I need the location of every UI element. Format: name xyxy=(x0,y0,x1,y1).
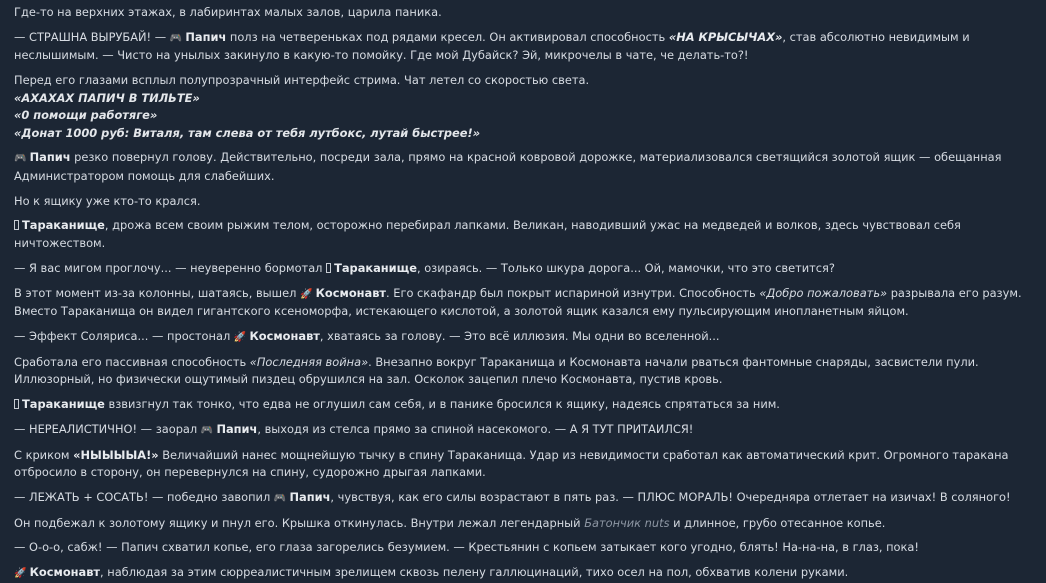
rocket-icon: 🚀 xyxy=(300,288,313,300)
character-name: Папич xyxy=(185,29,227,44)
character-name: Тараканище xyxy=(22,218,105,233)
character-name: «НЫЫЫЫА!» xyxy=(73,447,159,462)
story-paragraph: Но к ящику уже кто-то крался. xyxy=(14,193,201,208)
rocket-icon: 🚀 xyxy=(14,568,27,580)
character-name: Тараканище xyxy=(22,396,105,411)
story-paragraph: Сработала его пассивная способность «Последняя война». Внезапно вокруг Тараканища и Космонавта начали рваться фантомные снаряды, засвистели пули. Иллюзорный, но физически ощутимый пиздец обрушился на зал. Осколок зацепил плечо Космонавта, пустив кровь. xyxy=(14,354,979,387)
story-paragraph: Где-то на верхних этажах, в лабиринтах малых залов, царила паника. xyxy=(14,5,442,19)
cockroach-icon xyxy=(14,220,19,230)
character-name: Космонавт xyxy=(29,565,101,580)
chat-message: «АХАХАХ ПАПИЧ В ТИЛЬТЕ» xyxy=(14,90,200,105)
rocket-icon: 🚀 xyxy=(233,331,247,343)
story-paragraph: — Эффект Соляриса... — простонал 🚀 Космонавт, хватаясь за голову. — Это всё иллюзия. Мы одни во вселенной... xyxy=(14,328,1032,347)
story-paragraph: С криком «НЫЫЫЫА!» Величайший нанес мощнейшую тычку в спину Тараканища. Удар из невидимости сработал как автоматический крит. Огромного таракана отбросило в сторону, он перевернулся на спину, судорожно дрыгая лапками. xyxy=(14,447,1009,480)
story-paragraph: 🚀 Космонавт, наблюдая за этим сюрреалистичным зрелищем сквозь пелену галлюцинаций, тихо осел на пол, обхватив колени руками. xyxy=(14,564,1032,583)
character-name: Папич xyxy=(29,150,71,165)
story-paragraph: — ЛЕЖАТЬ + СОСАТЬ! — победно завопил 🎮 Папич, чувствуя, как его силы возрастают в пять раз. — ПЛЮС МОРАЛЬ! Очередняра отлетает на изичах! В соляного! xyxy=(14,489,1032,508)
character-name: Папич xyxy=(216,421,258,436)
cockroach-icon xyxy=(14,399,19,409)
story-paragraph: — О-о-о, сабж! — Папич схватил копье, его глаза загорелись безумием. — Крестьянин с копьем затыкает кого угодно, блять! На-на-на, в глаз, пока! xyxy=(14,540,919,555)
character-name: Космонавт xyxy=(315,285,387,300)
story-paragraph: Тараканище, дрожа всем своим рыжим телом, осторожно перебирал лапками. Великан, наводивший ужас на медведей и волков, здесь чувствовал себя ничтожеством. xyxy=(14,218,961,250)
gamepad-icon: 🎮 xyxy=(14,153,27,165)
story-paragraph: 🎮 Папич резко повернул голову. Действительно, посреди зала, прямо на красной ковровой дорожке, материализовался светящийся золотой ящик — обещанная Администратором помощь для слабейших. xyxy=(14,150,1002,183)
gamepad-icon: 🎮 xyxy=(273,492,287,504)
cockroach-icon xyxy=(326,263,331,273)
ability-name: «Последняя война» xyxy=(249,354,369,369)
item-name: Батончик nuts xyxy=(584,515,670,530)
character-name: Тараканище xyxy=(334,260,417,275)
story-paragraph: Перед его глазами всплыл полупрозрачный интерфейс стрима. Чат летел со скоростью света. «АХАХАХ ПАПИЧ В ТИЛЬТЕ» «0 помощи работяге» «Донат 1000 руб: Виталя, там слева от тебя лутбокс, лутай быстрее!» xyxy=(14,72,1032,142)
story-paragraph: — СТРАШНА ВЫРУБАЙ! — 🎮 Папич полз на четвереньках под рядами кресел. Он активировал способность «НА КРЫСЫЧАХ», став абсолютно невидимым и неслышимым. — Чисто на унылых закинуло в какую-то помойку. Где мой Дубайск? Эй, микрочелы в чате, че делать-то?! xyxy=(14,29,970,63)
story-paragraph: В этот момент из-за колонны, шатаясь, вышел 🚀 Космонавт. Его скафандр был покрыт испариной изнутри. Способность «Добро пожаловать» разрывала его разум. Вместо Тараканища он видел гигантского ксеноморфа, истекающего кислотой, а золотой ящик казался ему пульсирующим инопланетным яйцом. xyxy=(14,285,1022,319)
story-paragraph: Тараканище взвизгнул так тонко, что едва не оглушил сам себя, и в панике бросился к ящику, надеясь спрятаться за ним. xyxy=(14,396,1032,414)
chat-message: «0 помощи работяге» xyxy=(14,108,158,123)
gamepad-icon: 🎮 xyxy=(200,424,214,436)
story-paragraph: Он подбежал к золотому ящику и пнул его. Крышка откинулась. Внутри лежал легендарный Батончик nuts и длинное, грубо отесанное копье. xyxy=(14,515,886,530)
story-paragraph: — Я вас мигом проглочу... — неуверенно бормотал Тараканище, озираясь. — Только шкура дорога... Ой, мамочки, что это светится? xyxy=(14,260,835,275)
character-name: Космонавт xyxy=(249,328,320,343)
story-paragraph: — НЕРЕАЛИСТИЧНО! — заорал 🎮 Папич, выходя из стелса прямо за спиной насекомого. — А Я ТУТ ПРИТАИЛСЯ! xyxy=(14,421,1032,440)
ability-name: «Добро пожаловать» xyxy=(759,285,888,300)
gamepad-icon: 🎮 xyxy=(169,32,183,44)
ability-name: «НА КРЫСЫЧАХ» xyxy=(668,29,783,44)
character-name: Папич xyxy=(289,489,331,504)
chat-message: «Донат 1000 руб: Виталя, там слева от тебя лутбокс, лутай быстрее!» xyxy=(14,125,481,140)
